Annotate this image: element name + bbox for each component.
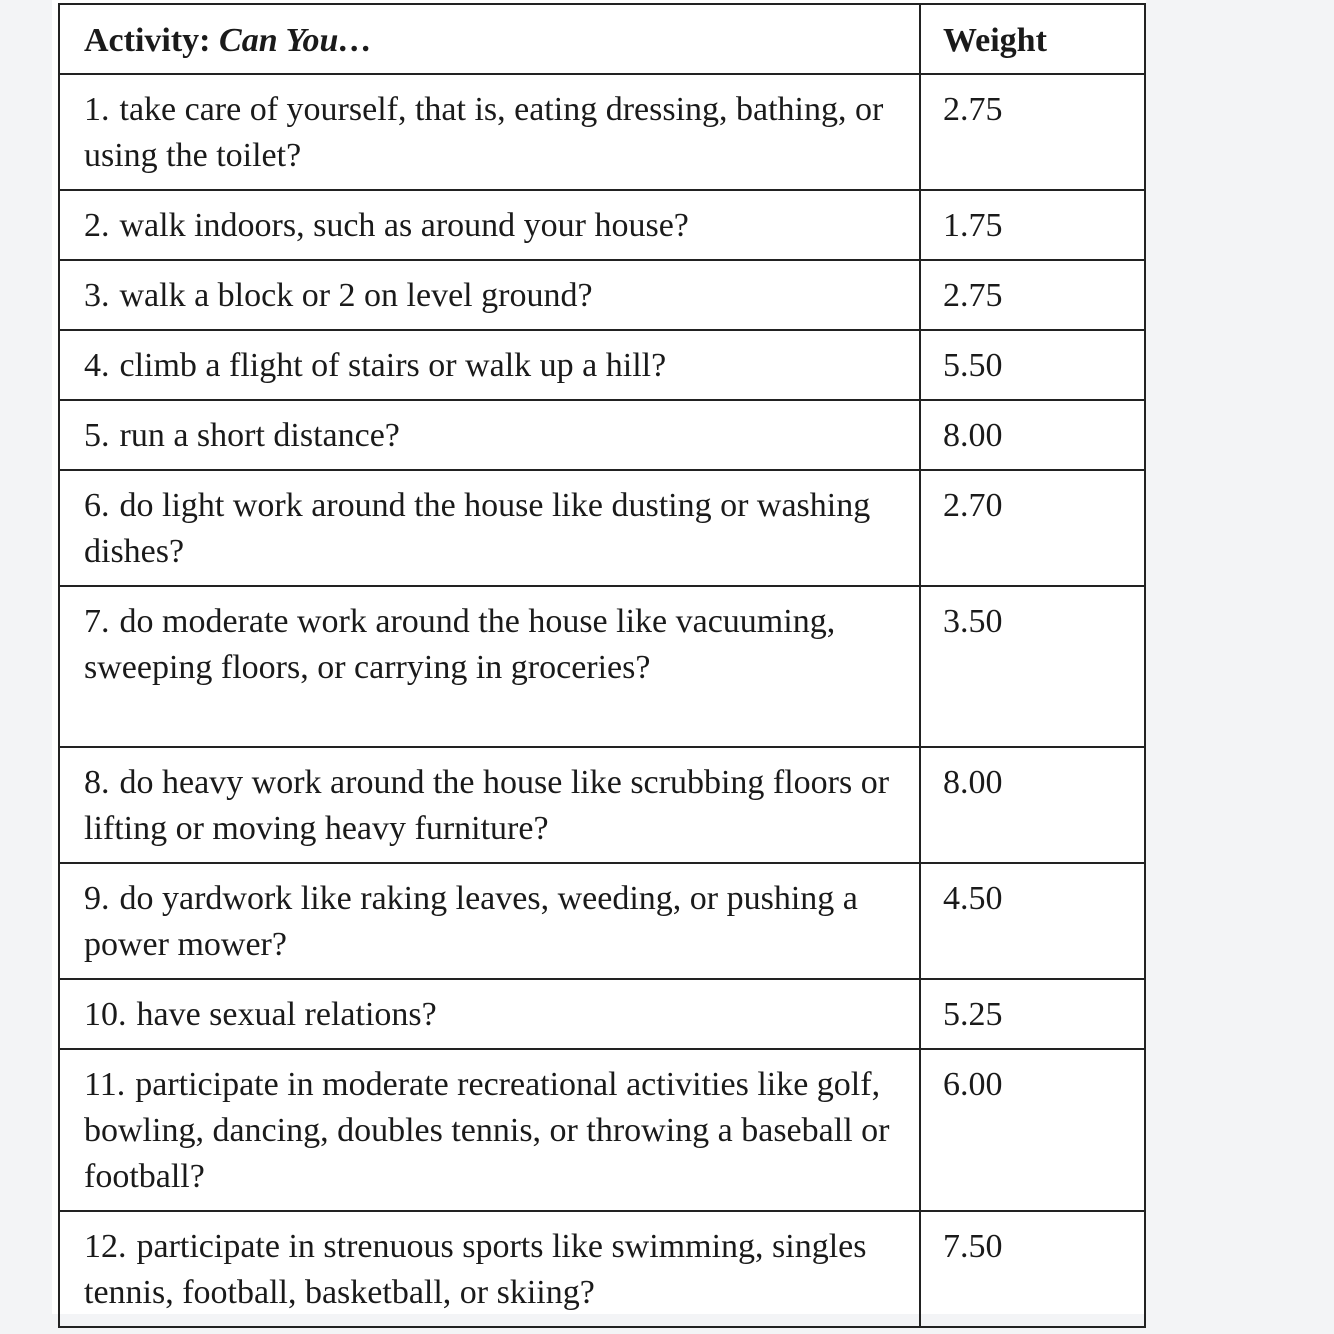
- activity-cell: [59, 400, 920, 470]
- weight-cell: 2.75: [920, 260, 1145, 330]
- table-row: [59, 979, 1145, 1049]
- activity-cell: [59, 330, 920, 400]
- row-number: 2.: [84, 207, 110, 244]
- row-number: 5.: [84, 417, 110, 454]
- table-row: [59, 190, 1145, 260]
- activity-text: walk indoors, such as around your house?: [119, 207, 689, 244]
- activity-text: run a short distance?: [119, 417, 400, 454]
- activity-header-label: Activity:: [84, 22, 211, 59]
- weight-cell: 1.75: [920, 190, 1145, 260]
- row-number: 1.: [84, 91, 110, 128]
- activity-text: do heavy work around the house like scrubbing floors or lifting or moving heavy furniture?: [84, 764, 890, 847]
- table-row: [59, 1049, 1145, 1211]
- activity-text: participate in strenuous sports like swimming, singles tennis, football, basketball, or skiing?: [84, 1228, 867, 1311]
- weight-cell: 7.50: [920, 1211, 1145, 1327]
- table-header-row: [59, 4, 1145, 74]
- activity-text: have sexual relations?: [136, 996, 437, 1033]
- activity-cell: [59, 863, 920, 979]
- activity-cell: [59, 1049, 920, 1211]
- activity-cell: [59, 74, 920, 190]
- activity-text: climb a flight of stairs or walk up a hill?: [119, 347, 667, 384]
- row-number: 7.: [84, 603, 110, 640]
- activity-cell: [59, 190, 920, 260]
- activity-header-emphasis: Can You…: [219, 22, 373, 59]
- row-number: 12.: [84, 1228, 127, 1265]
- row-number: 4.: [84, 347, 110, 384]
- activity-text: walk a block or 2 on level ground?: [119, 277, 593, 314]
- activity-text: take care of yourself, that is, eating dressing, bathing, or using the toilet?: [84, 91, 884, 174]
- table-row: [59, 586, 1145, 747]
- weight-cell: 2.75: [920, 74, 1145, 190]
- row-number: 8.: [84, 764, 110, 801]
- table-row: [59, 863, 1145, 979]
- table-row: [59, 400, 1145, 470]
- row-number: 11.: [84, 1066, 126, 1103]
- row-number: 10.: [84, 996, 127, 1033]
- activity-cell: [59, 470, 920, 586]
- weight-cell: 5.50: [920, 330, 1145, 400]
- weight-column-header: Weight: [920, 4, 1145, 74]
- activity-cell: [59, 260, 920, 330]
- table-row: [59, 74, 1145, 190]
- activity-text: do moderate work around the house like vacuuming, sweeping floors, or carrying in groceries?: [84, 603, 836, 686]
- activity-text: do yardwork like raking leaves, weeding, or pushing a power mower?: [84, 880, 858, 963]
- weight-cell: 6.00: [920, 1049, 1145, 1211]
- table-row: [59, 747, 1145, 863]
- table-row: [59, 330, 1145, 400]
- table-row: [59, 260, 1145, 330]
- activity-cell: [59, 747, 920, 863]
- row-number: 3.: [84, 277, 110, 314]
- activity-text: participate in moderate recreational activities like golf, bowling, dancing, doubles tennis, or throwing a baseball or football?: [84, 1066, 890, 1195]
- weight-cell: 3.50: [920, 586, 1145, 747]
- weight-cell: 2.70: [920, 470, 1145, 586]
- weight-cell: 4.50: [920, 863, 1145, 979]
- table-row: [59, 1211, 1145, 1327]
- activity-text: do light work around the house like dusting or washing dishes?: [84, 487, 871, 570]
- activity-cell: [59, 1211, 920, 1327]
- weight-cell: 8.00: [920, 400, 1145, 470]
- activity-column-header: [59, 4, 920, 74]
- activity-weight-table: [58, 3, 1146, 1328]
- weight-cell: 5.25: [920, 979, 1145, 1049]
- activity-cell: [59, 586, 920, 747]
- row-number: 9.: [84, 880, 110, 917]
- weight-cell: 8.00: [920, 747, 1145, 863]
- activity-cell: [59, 979, 920, 1049]
- table-row: [59, 470, 1145, 586]
- row-number: 6.: [84, 487, 110, 524]
